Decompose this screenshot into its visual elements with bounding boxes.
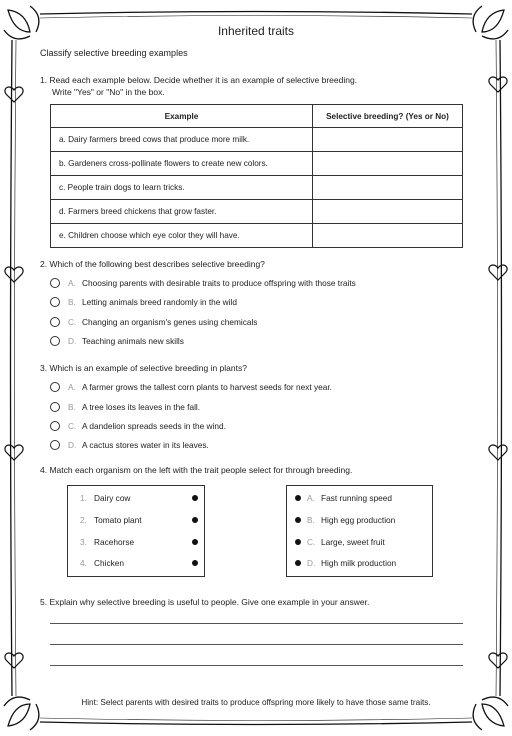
radio-circle[interactable]: [50, 402, 60, 412]
organism-item: 3. Racehorse: [80, 537, 135, 547]
question-1-prompt: 1. Read each example below. Decide whether it is an example of selective breeding. Write "Yes" or "No" in the box.: [40, 75, 358, 97]
answer-cell[interactable]: [313, 176, 463, 200]
match-dot[interactable]: [295, 517, 301, 523]
radio-circle[interactable]: [50, 440, 60, 450]
radio-circle[interactable]: [50, 317, 60, 327]
q2-option-b[interactable]: B. Letting animals breed randomly in the wild: [50, 296, 237, 308]
example-cell: a. Dairy farmers breed cows that produce more milk.: [51, 128, 313, 152]
question-3-prompt: 3. Which is an example of selective breeding in plants?: [40, 363, 247, 373]
answer-cell[interactable]: [313, 224, 463, 248]
q3-option-a[interactable]: A. A farmer grows the tallest corn plants to harvest seeds for next year.: [50, 381, 332, 393]
organism-item: 2. Tomato plant: [80, 515, 142, 525]
table-row: [51, 152, 463, 176]
match-dot[interactable]: [295, 560, 301, 566]
radio-circle[interactable]: [50, 382, 60, 392]
example-cell: e. Children choose which eye color they will have.: [51, 224, 313, 248]
match-dot[interactable]: [192, 495, 198, 501]
q2-option-c[interactable]: C. Changing an organism's genes using chemicals: [50, 316, 257, 328]
q3-option-d[interactable]: D. A cactus stores water in its leaves.: [50, 439, 209, 451]
match-dot[interactable]: [295, 495, 301, 501]
table-header-answer: Selective breeding? (Yes or No): [313, 105, 463, 128]
table-row: [51, 224, 463, 248]
match-dot[interactable]: [192, 517, 198, 523]
match-dot[interactable]: [192, 560, 198, 566]
question-2-prompt: 2. Which of the following best describes selective breeding?: [40, 259, 265, 269]
hint-text: Hint: Select parents with desired traits to produce offspring more likely to have those same traits.: [81, 698, 431, 707]
answer-cell[interactable]: [313, 152, 463, 176]
example-cell: d. Farmers breed chickens that grow faster.: [51, 200, 313, 224]
question-5-prompt: 5. Explain why selective breeding is useful to people. Give one example in your answer.: [40, 597, 370, 607]
answer-line[interactable]: [50, 623, 463, 624]
table-row: [51, 128, 463, 152]
trait-item: D. High milk production: [307, 558, 397, 568]
answer-cell[interactable]: [313, 200, 463, 224]
trait-item: A. Fast running speed: [307, 493, 393, 503]
match-dot[interactable]: [192, 539, 198, 545]
organism-box: [67, 485, 205, 577]
table-header-example: Example: [51, 105, 313, 128]
question-4-prompt: 4. Match each organism on the left with the trait people select for through breeding.: [40, 465, 353, 475]
trait-box: [286, 485, 433, 577]
q2-option-a[interactable]: A. Choosing parents with desirable traits to produce offspring with those traits: [50, 277, 356, 289]
selective-breeding-table: [50, 104, 463, 248]
answer-cell[interactable]: [313, 128, 463, 152]
trait-item: C. Large, sweet fruit: [307, 537, 385, 547]
radio-circle[interactable]: [50, 278, 60, 288]
radio-circle[interactable]: [50, 297, 60, 307]
example-cell: c. People train dogs to learn tricks.: [51, 176, 313, 200]
organism-item: 1. Dairy cow: [80, 493, 131, 503]
example-cell: b. Gardeners cross-pollinate flowers to create new colors.: [51, 152, 313, 176]
table-header-row: [51, 105, 463, 128]
q3-option-b[interactable]: B. A tree loses its leaves in the fall.: [50, 401, 200, 413]
q3-option-c[interactable]: C. A dandelion spreads seeds in the wind.: [50, 420, 226, 432]
worksheet-title: Inherited traits: [217, 24, 295, 38]
answer-line[interactable]: [50, 644, 463, 645]
table-row: [51, 200, 463, 224]
answer-line[interactable]: [50, 665, 463, 666]
radio-circle[interactable]: [50, 421, 60, 431]
match-dot[interactable]: [295, 539, 301, 545]
radio-circle[interactable]: [50, 336, 60, 346]
table-row: [51, 176, 463, 200]
worksheet-subtitle: Classify selective breeding examples: [40, 48, 188, 58]
trait-item: B. High egg production: [307, 515, 396, 525]
organism-item: 4. Chicken: [80, 558, 124, 568]
q2-option-d[interactable]: D. Teaching animals new skills: [50, 335, 184, 347]
